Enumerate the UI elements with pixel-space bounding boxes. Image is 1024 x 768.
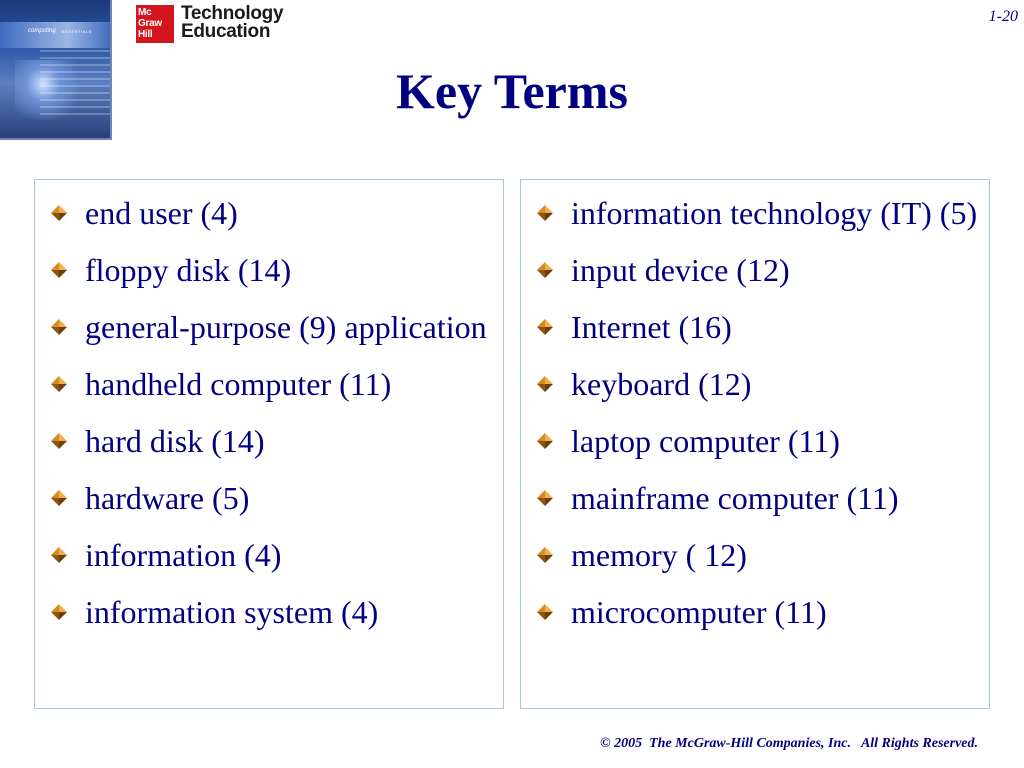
- term-item: [49, 536, 503, 574]
- diamond-bullet-icon: [49, 422, 71, 460]
- copyright-footer: © 2005 The McGraw-Hill Companies, Inc. All Rights Reserved.: [600, 736, 978, 751]
- diamond-bullet-icon: [535, 194, 557, 232]
- cover-title: computing: [28, 28, 56, 34]
- mcgraw-hill-logo-mark: Mc Graw Hill: [136, 5, 174, 43]
- term-item: [49, 194, 503, 232]
- term-item: [535, 251, 989, 289]
- diamond-bullet-icon: [49, 251, 71, 289]
- term-item: [49, 308, 503, 346]
- term-label: hard disk (14): [85, 423, 265, 459]
- logo-text: [181, 5, 283, 41]
- diamond-bullet-icon: [49, 593, 71, 631]
- logo-text-technology: Technology: [181, 3, 284, 24]
- terms-list-left: [35, 180, 503, 631]
- term-item: [535, 422, 989, 460]
- diamond-bullet-icon: [49, 365, 71, 403]
- diamond-bullet-icon: [535, 536, 557, 574]
- logo-text-education: Education: [181, 21, 271, 42]
- slide-number: 1-20: [988, 8, 1018, 25]
- diamond-bullet-icon: [49, 536, 71, 574]
- term-label: end user (4): [85, 195, 238, 231]
- term-label: input device (12): [571, 252, 790, 288]
- terms-panel-left: [34, 179, 504, 709]
- diamond-bullet-icon: [535, 422, 557, 460]
- term-item: [49, 251, 503, 289]
- diamond-bullet-icon: [535, 308, 557, 346]
- term-label: information technology (IT) (5): [571, 195, 978, 231]
- diamond-bullet-icon: [49, 308, 71, 346]
- term-label: keyboard (12): [571, 366, 752, 402]
- term-label: information system (4): [85, 594, 379, 630]
- term-label: microcomputer (11): [571, 594, 827, 630]
- term-label: memory ( 12): [571, 537, 747, 573]
- term-label: general-purpose (9) application: [85, 309, 487, 345]
- diamond-bullet-icon: [535, 479, 557, 517]
- term-label: laptop computer (11): [571, 423, 840, 459]
- term-label: floppy disk (14): [85, 252, 292, 288]
- term-item: [535, 194, 989, 232]
- diamond-bullet-icon: [535, 251, 557, 289]
- cover-subtitle: ESSENTIALS: [62, 29, 92, 34]
- term-label: Internet (16): [571, 309, 732, 345]
- cover-band: [0, 22, 112, 48]
- term-item: [49, 593, 503, 631]
- term-label: hardware (5): [85, 480, 250, 516]
- slide-title: Key Terms: [396, 63, 628, 119]
- term-item: [535, 479, 989, 517]
- term-item: [535, 593, 989, 631]
- term-label: handheld computer (11): [85, 366, 392, 402]
- terms-panel-right: [520, 179, 990, 709]
- diamond-bullet-icon: [49, 194, 71, 232]
- term-item: [49, 365, 503, 403]
- diamond-bullet-icon: [535, 593, 557, 631]
- term-label: information (4): [85, 537, 282, 573]
- term-item: [535, 536, 989, 574]
- term-item: [49, 422, 503, 460]
- publisher-logo: [136, 5, 283, 45]
- terms-list-right: [521, 180, 989, 631]
- term-label: mainframe computer (11): [571, 480, 899, 516]
- diamond-bullet-icon: [49, 479, 71, 517]
- term-item: [535, 308, 989, 346]
- term-item: [49, 479, 503, 517]
- diamond-bullet-icon: [535, 365, 557, 403]
- term-item: [535, 365, 989, 403]
